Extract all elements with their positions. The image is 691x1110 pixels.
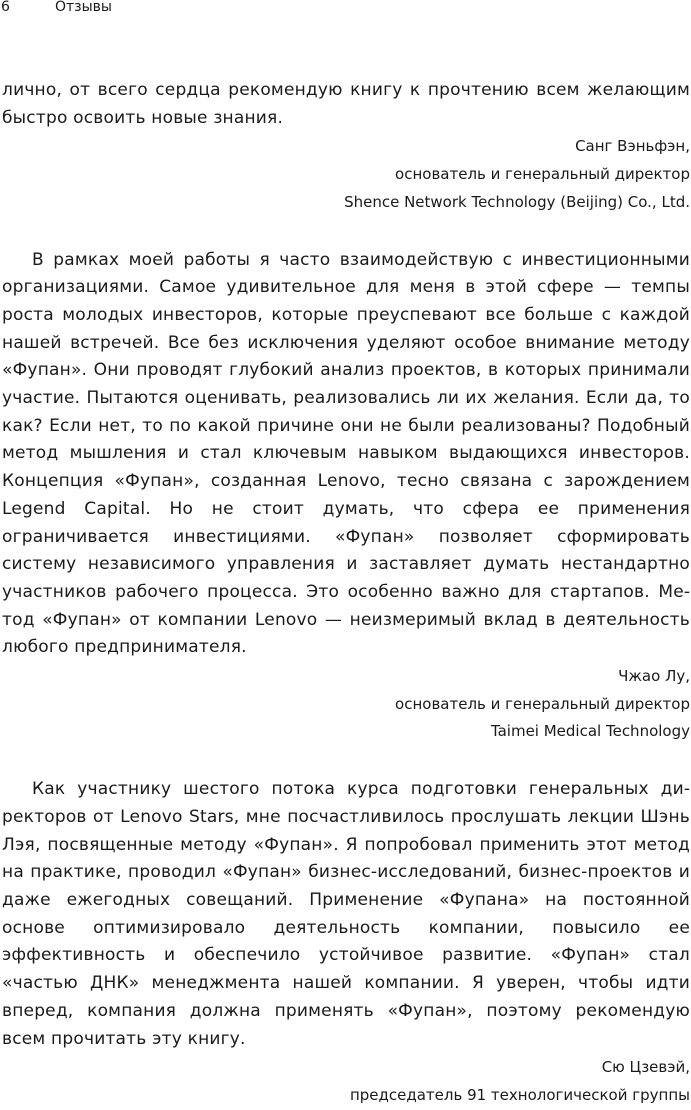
reviewer-name: Санг Вэньфэн, — [575, 137, 690, 156]
paragraph-gap — [2, 746, 690, 776]
paragraph-gap — [2, 217, 690, 247]
reviewer-role: основатель и генеральный директор — [395, 694, 690, 713]
reviewer-name: Чжао Лу, — [618, 667, 690, 686]
reviewer-role: председатель 91 технологической группы — [349, 1085, 690, 1104]
reviewer-role: основатель и генеральный директор — [395, 165, 690, 184]
reviewer-company: Taimei Medical Technology — [490, 722, 690, 741]
review-text: лично, от всего сердца рекомендую книгу к прочтению всем желающим быстро освоить новые знания. — [2, 80, 690, 128]
reviewer-name: Сю Цзевэй, — [601, 1058, 690, 1077]
section-title: Отзывы — [55, 0, 112, 15]
review-text: В рамках моей работы я часто взаимодействую с инвестиционными организациями. Самое удивительное для меня в этой сфере — темпы роста молодых инвесторов, которые преуспевают все больше с каждой нашей встречей. Все без исключения уделяют особое внимание методу «Фупан». Они проводят глубокий анализ проектов, в которых принимали участие. Пытаются оценивать, реализовались ли их желания. Если да, то как? Если нет, то по какой причине они не были реализованы? Подобный метод мышления и стал ключевым навыком выдающихся инвесторов. Концепция «Фупан», созданная Lenovo, тесно связана с зарождением Legend Capital. Но не стоит думать, что сфера ее применения ограничивается инвестициями. «Фупан» позволяет сформировать систему независимого управления и заставляет думать нестандартно участников рабочего процесса. Это особенно важно для стартапов. Метод «Фупан» от компании Lenovo — неизмеримый вклад в деятельность любого предпринимателя. — [2, 249, 690, 658]
reviewer-company: Shence Network Technology (Beijing) Co., Ltd. — [344, 192, 690, 211]
page-number: 6 — [1, 0, 10, 15]
review-text: Как участнику шестого потока курса подготовки генеральных директоров от Lenovo Stars, мне посчастливилось прослушать лекции Шэнь Лэя, посвященные методу «Фупан». Я попробовал применить этот метод на практике, проводил «Фупан» бизнес-исследований, бизнес-проектов и даже ежегодных совещаний. Применение «Фупана» на постоянной основе оптимизировало деятельность компании, повысило ее эффективность и обеспечило устойчивое развитие. «Фупан» стал «частью ДНК» менеджмента нашей компании. Я уверен, чтобы идти вперед, компания должна применять «Фупан», поэтому рекомендую всем прочитать эту книгу. — [2, 779, 690, 1049]
page-content — [2, 77, 690, 1110]
